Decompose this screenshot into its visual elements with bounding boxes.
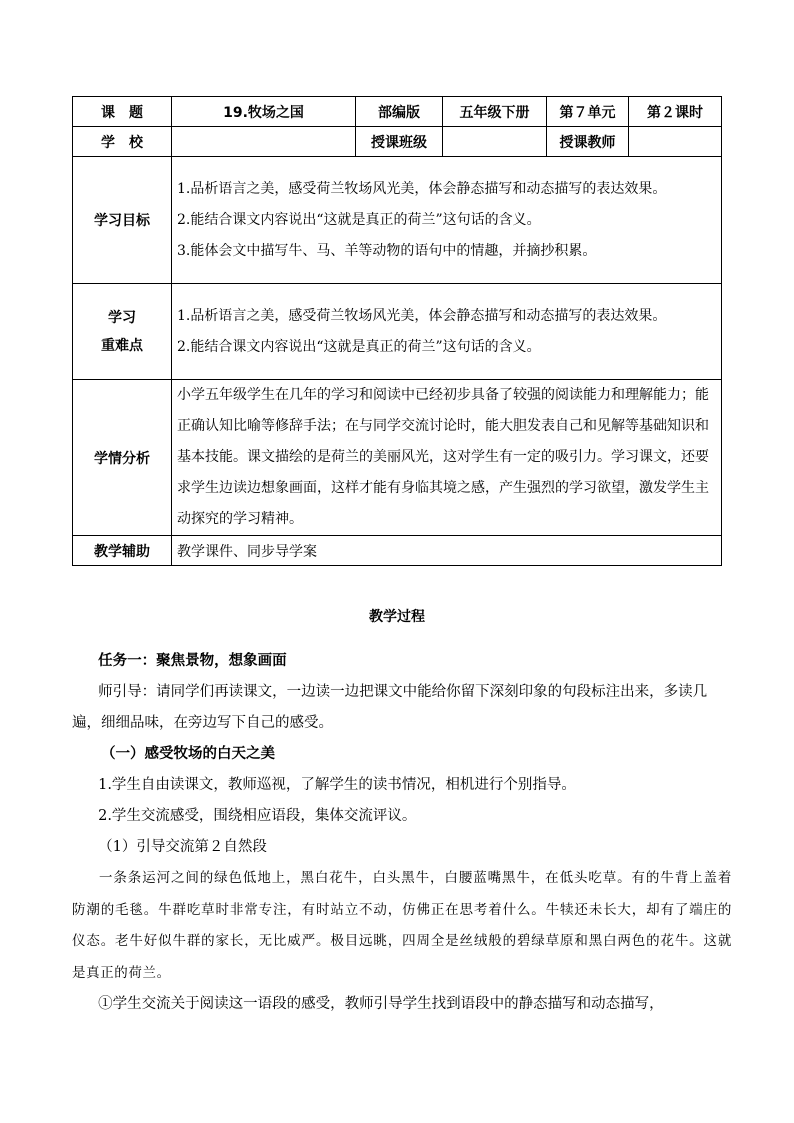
unit: 第７单元 (547, 97, 629, 127)
key-points-label-line2: 重难点 (101, 337, 143, 354)
topic-label: 课 题 (73, 97, 172, 127)
key-point-item: 2.能结合课文内容说出“这就是真正的荷兰”这句话的含义。 (177, 338, 541, 355)
section-title: 教学过程 (369, 609, 425, 625)
step-1: 1.学生自由读课文，教师巡视，了解学生的读书情况，相机进行个别指导。 (98, 777, 576, 793)
quoted-passage: 一条条运河之间的绿色低地上，黑白花牛，白头黑牛，白腰蓝嘴黑牛，在低头吃草。有的牛背上盖着防潮的毛毯。牛群吃草时非常专注，有时站立不动，仿佛正在思考着什么。牛犊还未长大，却有了端庄的仪态。老牛好似牛群的家长，无比威严。极目远眺，四周全是丝绒般的碧绿草原和黑白两色的花牛。这就是真正的荷兰。 (72, 870, 732, 981)
goal-item: 2.能结合课文内容说出“这就是真正的荷兰”这句话的含义。 (177, 211, 541, 228)
table-row-aids (73, 536, 722, 566)
table-row-goals (73, 157, 722, 284)
lesson-title: 19.牧场之国 (172, 97, 356, 127)
key-points-label (73, 284, 172, 380)
teacher-label: 授课教师 (547, 127, 629, 157)
analysis-text: 小学五年级学生在几年的学习和阅读中已经初步具备了较强的阅读能力和理解能力；能正确认知比喻等修辞手法；在与同学交流讨论时，能大胆发表自己和见解等基础知识和基本技能。课文描绘的是荷兰的美丽风光，这对学生有一定的吸引力。学习课文，还要求学生边读边想象画面，这样才能有身临其境之感，产生强烈的学习欲望，激发学生主动探究的学习精神。 (172, 380, 722, 536)
table-row-topic (73, 97, 722, 127)
goals-label: 学习目标 (73, 157, 172, 284)
goal-item: 3.能体会文中描写牛、马、羊等动物的语句中的情趣，并摘抄积累。 (177, 242, 597, 259)
class-value (443, 127, 547, 157)
aids-label: 教学辅助 (73, 536, 172, 566)
goal-item: 1.品析语言之美，感受荷兰牧场风光美，体会静态描写和动态描写的表达效果。 (177, 180, 667, 197)
table-row-school (73, 127, 722, 157)
edition: 部编版 (356, 97, 443, 127)
school-value (172, 127, 356, 157)
teacher-value (629, 127, 722, 157)
lesson-number: 第２课时 (629, 97, 722, 127)
goals-content (172, 157, 722, 284)
analysis-label: 学情分析 (73, 380, 172, 536)
class-label: 授课班级 (356, 127, 443, 157)
table-row-analysis (73, 380, 722, 536)
key-point-item: 1.品析语言之美，感受荷兰牧场风光美，体会静态描写和动态描写的表达效果。 (177, 307, 667, 324)
subsection-heading: （一）感受牧场的白天之美 (101, 746, 275, 762)
step-2: 2.学生交流感受，围绕相应语段，集体交流评议。 (98, 808, 417, 824)
school-label: 学 校 (73, 127, 172, 157)
aids-text: 教学课件、同步导学案 (172, 536, 722, 566)
process-body (72, 646, 732, 1020)
lesson-info-table (72, 96, 722, 566)
key-points-label-line1: 学习 (108, 309, 136, 326)
table-row-key-points (73, 284, 722, 380)
key-points-content (172, 284, 722, 380)
step-3: （1）引导交流第２自然段 (98, 839, 267, 855)
grade: 五年级下册 (443, 97, 547, 127)
step-4: ①学生交流关于阅读这一语段的感受，教师引导学生找到语段中的静态描写和动态描写， (98, 996, 664, 1012)
task-heading: 任务一：聚焦景物，想象画面 (98, 653, 287, 669)
guide-paragraph: 师引导：请同学们再读课文，一边读一边把课文中能给你留下深刻印象的句段标注出来，多读几遍，细细品味，在旁边写下自己的感受。 (72, 684, 708, 731)
